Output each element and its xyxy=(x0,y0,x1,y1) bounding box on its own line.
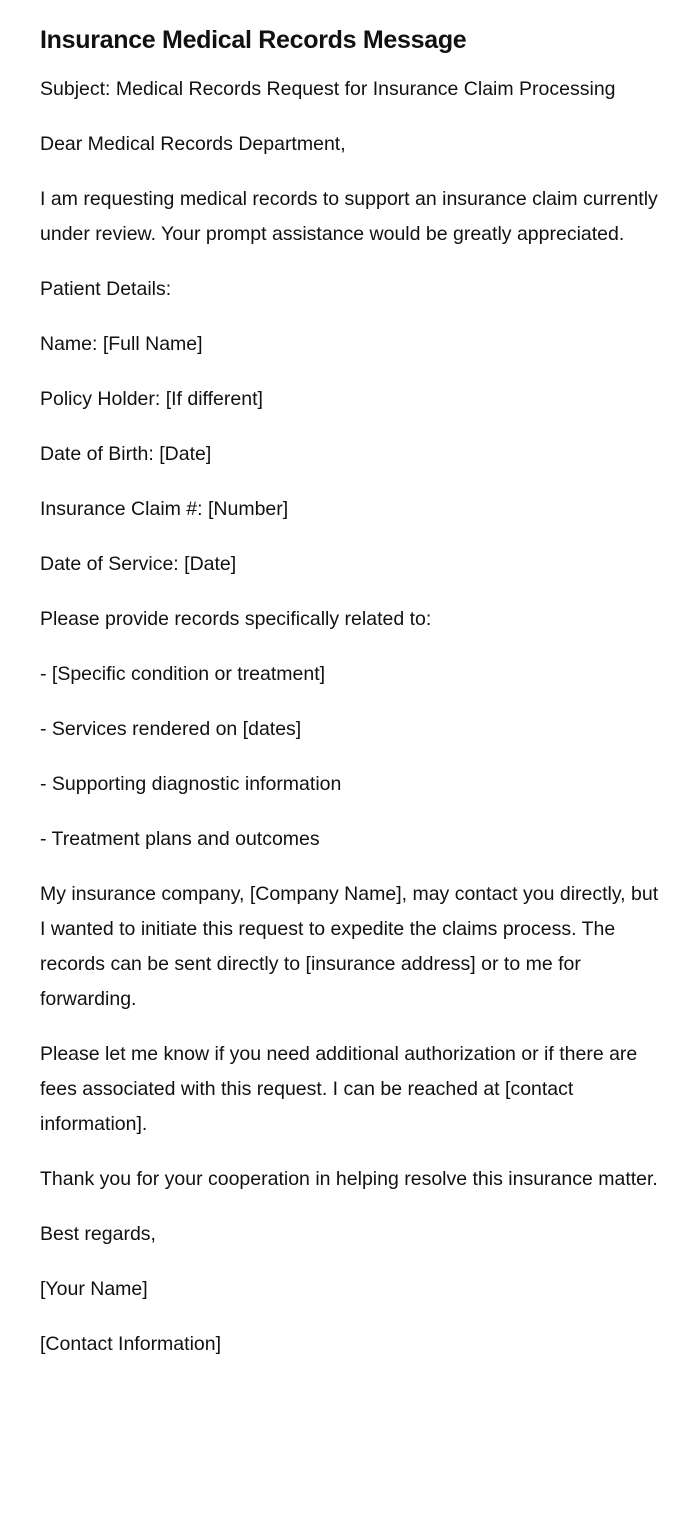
paragraph: - Services rendered on [dates] xyxy=(40,718,302,740)
paragraph: Please provide records specifically related to: xyxy=(40,608,432,630)
paragraph: - Treatment plans and outcomes xyxy=(40,828,320,850)
paragraph: Insurance Claim #: [Number] xyxy=(40,498,289,520)
paragraph: I am requesting medical records to support an insurance claim currently under review. Your prompt assistance would be greatly appreciated. xyxy=(40,188,658,245)
paragraph: Please let me know if you need additional authorization or if there are fees associated with this request. I can be reached at [contact information]. xyxy=(40,1043,638,1135)
paragraph: - Supporting diagnostic information xyxy=(40,773,342,795)
paragraph: My insurance company, [Company Name], may contact you directly, but I wanted to initiate this request to expedite the claims process. The records can be sent directly to [insurance address] or to me for forwarding. xyxy=(40,883,659,1010)
paragraph: Thank you for your cooperation in helping resolve this insurance matter. xyxy=(40,1168,658,1190)
paragraph: Patient Details: xyxy=(40,278,172,300)
paragraph: Policy Holder: [If different] xyxy=(40,388,263,410)
paragraph: Best regards, xyxy=(40,1223,156,1245)
paragraph: Subject: Medical Records Request for Insurance Claim Processing xyxy=(40,78,616,100)
paragraph: Dear Medical Records Department, xyxy=(40,133,346,155)
paragraph: Name: [Full Name] xyxy=(40,333,203,355)
paragraph: [Your Name] xyxy=(40,1278,148,1300)
paragraph: - [Specific condition or treatment] xyxy=(40,663,326,685)
paragraph: Date of Service: [Date] xyxy=(40,553,237,575)
paragraph: Date of Birth: [Date] xyxy=(40,443,212,465)
document-title: Insurance Medical Records Message xyxy=(40,26,467,54)
document-body xyxy=(40,72,660,1362)
paragraph: [Contact Information] xyxy=(40,1333,222,1355)
